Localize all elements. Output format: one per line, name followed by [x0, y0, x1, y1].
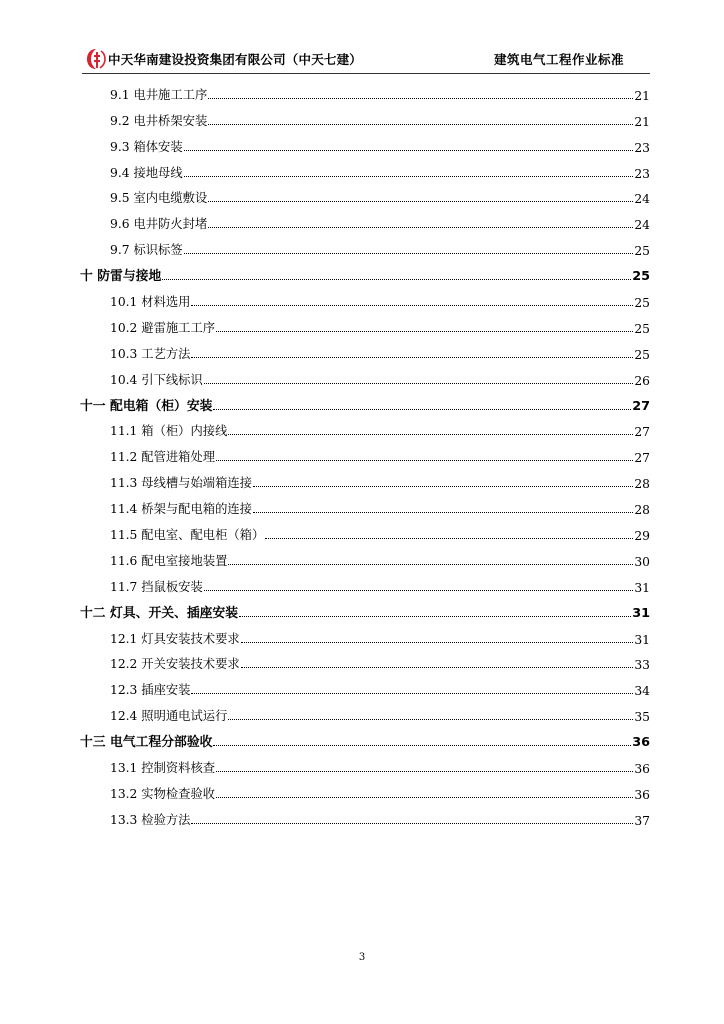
toc-entry-label: 十三 电气工程分部验收 — [80, 735, 213, 751]
toc-entry-label: 12.2 开关安装技术要求 — [110, 657, 240, 672]
toc-section-entry[interactable] — [80, 803, 650, 829]
toc-dot-leader — [216, 460, 633, 461]
toc-dot-leader — [228, 564, 633, 565]
toc-dot-leader — [191, 357, 633, 358]
toc-section-entry[interactable] — [80, 285, 650, 311]
toc-entry-label: 11.3 母线槽与始端箱连接 — [110, 476, 252, 491]
toc-entry-label: 10.3 工艺方法 — [110, 346, 191, 361]
toc-dot-leader — [216, 771, 633, 772]
toc-dot-leader — [265, 538, 633, 539]
toc-entry-page: 26 — [634, 373, 650, 388]
toc-entry-page: 31 — [634, 632, 650, 647]
toc-entry-page: 36 — [632, 735, 650, 751]
toc-section-entry[interactable] — [80, 648, 650, 674]
toc-section-entry[interactable] — [80, 311, 650, 337]
toc-entry-label: 11.5 配电室、配电柜（箱） — [110, 528, 265, 543]
toc-section-entry[interactable] — [80, 363, 650, 389]
document-title: 建筑电气工程作业标准 — [493, 52, 624, 67]
toc-chapter-entry[interactable] — [80, 725, 650, 751]
zhongtian-logo-icon — [85, 48, 107, 70]
toc-section-entry[interactable] — [80, 492, 650, 518]
toc-entry-label: 十一 配电箱（柜）安装 — [80, 398, 213, 414]
toc-section-entry[interactable] — [80, 415, 650, 441]
toc-dot-leader — [191, 305, 633, 306]
toc-entry-label: 10.4 引下线标识 — [110, 372, 203, 387]
toc-entry-page: 34 — [634, 684, 650, 699]
toc-entry-page: 35 — [634, 710, 650, 725]
toc-section-entry[interactable] — [80, 156, 650, 182]
toc-entry-page: 36 — [634, 762, 650, 777]
toc-entry-page: 28 — [634, 503, 650, 518]
toc-entry-label: 12.4 照明通电试运行 — [110, 709, 228, 724]
toc-entry-page: 25 — [634, 321, 650, 336]
toc-dot-leader — [162, 279, 631, 280]
toc-entry-page: 27 — [632, 398, 650, 414]
toc-entry-page: 37 — [634, 813, 650, 828]
toc-dot-leader — [191, 823, 633, 824]
toc-dot-leader — [208, 124, 633, 125]
toc-dot-leader — [241, 667, 634, 668]
toc-entry-label: 13.1 控制资料核查 — [110, 761, 216, 776]
toc-entry-label: 9.6 电井防火封堵 — [110, 217, 208, 232]
toc-entry-label: 9.4 接地母线 — [110, 165, 183, 180]
toc-section-entry[interactable] — [80, 466, 650, 492]
toc-entry-page: 24 — [634, 218, 650, 233]
toc-section-entry[interactable] — [80, 337, 650, 363]
toc-dot-leader — [184, 253, 634, 254]
toc-section-entry[interactable] — [80, 207, 650, 233]
toc-entry-label: 11.4 桥架与配电箱的连接 — [110, 502, 252, 517]
toc-dot-leader — [208, 98, 633, 99]
toc-section-entry[interactable] — [80, 673, 650, 699]
toc-section-entry[interactable] — [80, 699, 650, 725]
toc-dot-leader — [204, 383, 634, 384]
toc-entry-label: 9.3 箱体安装 — [110, 139, 183, 154]
toc-dot-leader — [216, 331, 633, 332]
toc-dot-leader — [253, 486, 633, 487]
toc-entry-label: 11.6 配电室接地装置 — [110, 553, 228, 568]
page-number: 3 — [358, 952, 366, 963]
toc-entry-label: 10.2 避雷施工工序 — [110, 320, 216, 335]
toc-entry-label: 十二 灯具、开关、插座安装 — [80, 605, 239, 621]
toc-dot-leader — [241, 642, 634, 643]
toc-entry-page: 25 — [634, 347, 650, 362]
toc-entry-label: 13.2 实物检查验收 — [110, 786, 216, 801]
toc-dot-leader — [184, 176, 634, 177]
toc-dot-leader — [213, 745, 631, 746]
toc-entry-label: 12.1 灯具安装技术要求 — [110, 631, 240, 646]
toc-entry-label: 11.2 配管进箱处理 — [110, 450, 216, 465]
toc-entry-label: 9.1 电井施工工序 — [110, 87, 208, 102]
toc-section-entry[interactable] — [80, 182, 650, 208]
toc-entry-page: 33 — [634, 658, 650, 673]
toc-dot-leader — [204, 590, 634, 591]
toc-entry-page: 28 — [634, 477, 650, 492]
toc-entry-label: 11.1 箱（柜）内接线 — [110, 424, 228, 439]
toc-entry-page: 25 — [634, 244, 650, 259]
toc-dot-leader — [216, 797, 633, 798]
toc-section-entry[interactable] — [80, 233, 650, 259]
toc-chapter-entry[interactable] — [80, 389, 650, 415]
toc-entry-page: 31 — [632, 605, 650, 621]
toc-dot-leader — [253, 512, 633, 513]
toc-entry-label: 9.5 室内电缆敷设 — [110, 191, 208, 206]
toc-chapter-entry[interactable] — [80, 259, 650, 285]
toc-entry-label: 十 防雷与接地 — [80, 269, 162, 285]
toc-section-entry[interactable] — [80, 130, 650, 156]
toc-dot-leader — [208, 227, 633, 228]
toc-dot-leader — [184, 150, 634, 151]
table-of-contents — [80, 78, 650, 829]
toc-entry-label: 9.2 电井桥架安装 — [110, 113, 208, 128]
toc-section-entry[interactable] — [80, 751, 650, 777]
toc-entry-label: 9.7 标识标签 — [110, 243, 183, 258]
toc-dot-leader — [191, 693, 633, 694]
toc-dot-leader — [239, 616, 631, 617]
toc-dot-leader — [228, 719, 633, 720]
header-divider — [82, 73, 650, 74]
toc-entry-page: 21 — [634, 114, 650, 129]
toc-section-entry[interactable] — [80, 570, 650, 596]
toc-entry-page: 23 — [634, 166, 650, 181]
toc-section-entry[interactable] — [80, 440, 650, 466]
page-header — [82, 44, 650, 74]
toc-entry-label: 10.1 材料选用 — [110, 295, 191, 310]
toc-entry-label: 13.3 检验方法 — [110, 812, 191, 827]
toc-dot-leader — [208, 201, 633, 202]
toc-chapter-entry[interactable] — [80, 596, 650, 622]
company-name: 中天华南建设投资集团有限公司（中天七建） — [108, 52, 363, 67]
toc-dot-leader — [213, 409, 631, 410]
toc-entry-label: 12.3 插座安装 — [110, 683, 191, 698]
toc-section-entry[interactable] — [80, 777, 650, 803]
toc-entry-page: 30 — [634, 554, 650, 569]
toc-entry-label: 11.7 挡鼠板安装 — [110, 579, 203, 594]
toc-dot-leader — [228, 434, 633, 435]
toc-section-entry[interactable] — [80, 544, 650, 570]
toc-entry-page: 21 — [634, 88, 650, 103]
toc-entry-page: 24 — [634, 192, 650, 207]
toc-section-entry[interactable] — [80, 518, 650, 544]
toc-entry-page: 25 — [632, 269, 650, 285]
toc-section-entry[interactable] — [80, 104, 650, 130]
toc-section-entry[interactable] — [80, 622, 650, 648]
toc-entry-page: 36 — [634, 787, 650, 802]
toc-entry-page: 27 — [634, 451, 650, 466]
toc-entry-page: 29 — [634, 529, 650, 544]
toc-entry-page: 25 — [634, 296, 650, 311]
toc-entry-page: 27 — [634, 425, 650, 440]
toc-entry-page: 23 — [634, 140, 650, 155]
toc-entry-page: 31 — [634, 580, 650, 595]
toc-section-entry[interactable] — [80, 78, 650, 104]
